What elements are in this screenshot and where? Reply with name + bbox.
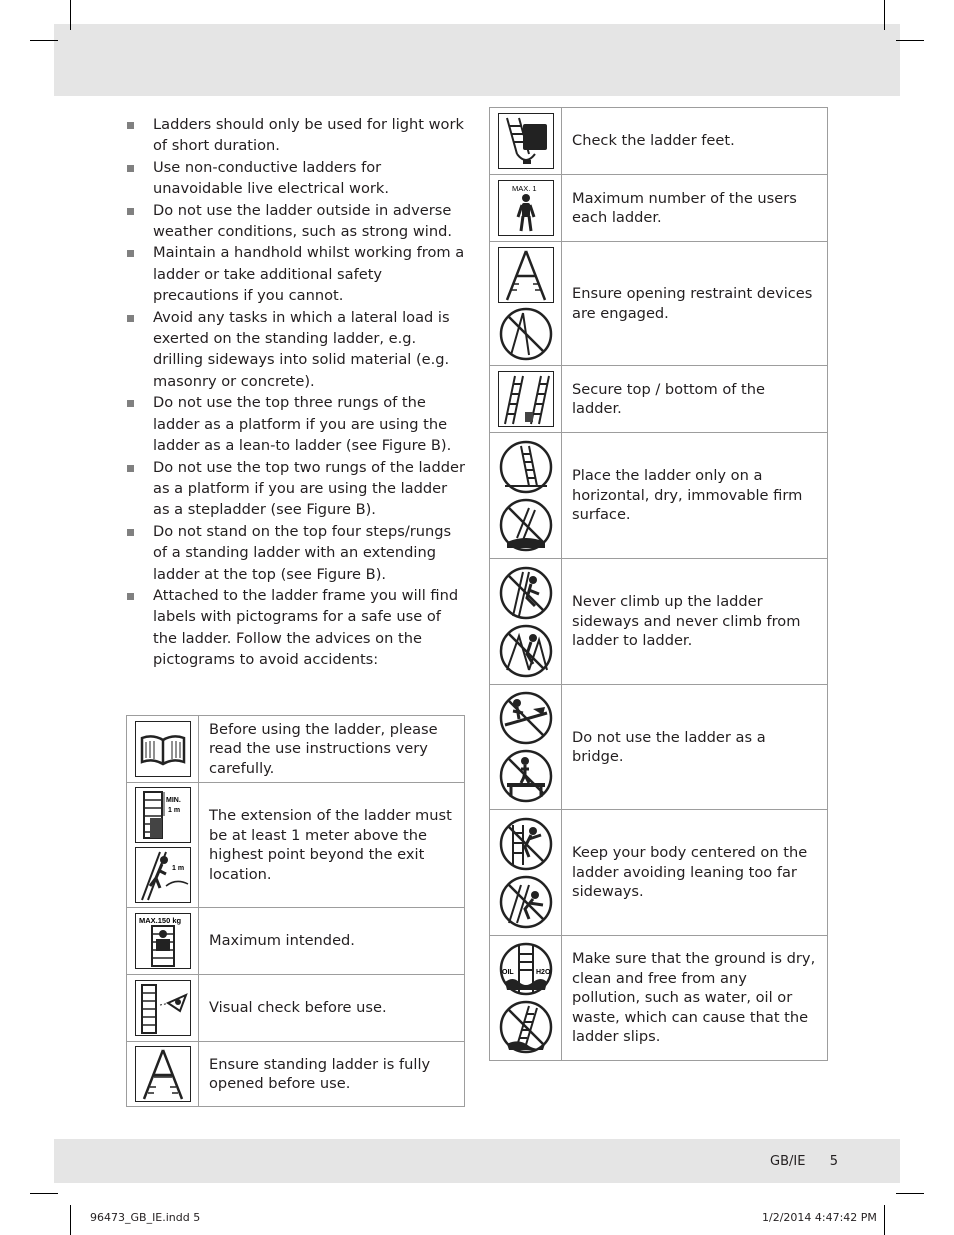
- icon-label: 1 m: [167, 807, 180, 814]
- bullet-text: Use non-conductive ladders for unavoidable live electrical work.: [153, 158, 389, 198]
- pictogram-row: [490, 366, 828, 433]
- pictogram-row: [127, 975, 465, 1042]
- icon-label: OIL: [501, 969, 514, 976]
- bullet-text: Ladders should only be used for light work of short duration.: [153, 116, 464, 155]
- walking-on-ladder-prohibited-icon: [499, 749, 553, 803]
- bullet-text: Do not stand on the top four steps/rungs of a standing ladder with an extending ladder at the top (see Figure B).: [153, 522, 452, 583]
- crop-mark: [884, 1205, 885, 1235]
- crop-mark: [30, 1193, 58, 1194]
- pictogram-text: Maximum intended.: [199, 908, 465, 975]
- pictogram-text: Before using the ladder, please read the use instructions very carefully.: [199, 716, 465, 783]
- pictogram-text: Maximum number of the users each ladder.: [562, 175, 828, 242]
- left-pictogram-table: [126, 715, 465, 1107]
- pictogram-text: Place the ladder only on a horizontal, dry, immovable firm surface.: [562, 433, 828, 559]
- bullet-text: Avoid any tasks in which a lateral load is exerted on the standing ladder, e.g. drilling sideways into solid material (e.g. masonry or concrete).: [153, 308, 450, 390]
- icon-label: MIN.: [165, 797, 181, 804]
- pictogram-row: [490, 433, 828, 559]
- pictogram-text: Make sure that the ground is dry, clean and free from any pollution, such as water, oil or waste, which can cause that the ladder slips.: [562, 936, 828, 1061]
- bullet-text: Do not use the ladder outside in adverse weather conditions, such as strong wind.: [153, 201, 452, 241]
- slug-filename: 96473_GB_IE.indd 5: [90, 1211, 201, 1224]
- overreach-prohibited-icon: [499, 875, 553, 929]
- bullet-item: [125, 521, 465, 585]
- icon-label: MAX.150 kg: [138, 916, 181, 925]
- crop-mark: [30, 40, 58, 41]
- icon-label: MAX. 1: [511, 184, 537, 193]
- pictogram-text: Ensure standing ladder is fully opened before use.: [199, 1042, 465, 1107]
- unstable-surface-prohibited-icon: [499, 498, 553, 552]
- square-bullet-icon: [127, 315, 134, 322]
- pictogram-row: [490, 175, 828, 242]
- bullet-text: Do not use the top two rungs of the ladder as a platform if you are using the ladder as a stepladder (see Figure B).: [153, 458, 465, 519]
- pictogram-text: Visual check before use.: [199, 975, 465, 1042]
- square-bullet-icon: [127, 208, 134, 215]
- square-bullet-icon: [127, 400, 134, 407]
- slippery-ground-prohibited-icon: [499, 1000, 553, 1054]
- pictogram-text: Do not use the ladder as a bridge.: [562, 685, 828, 810]
- crop-mark: [896, 1193, 924, 1194]
- pictogram-row: [490, 936, 828, 1061]
- pictogram-row: [127, 908, 465, 975]
- bullet-item: [125, 242, 465, 306]
- right-pictogram-table: [489, 107, 828, 1061]
- pictogram-row: [127, 783, 465, 908]
- square-bullet-icon: [127, 465, 134, 472]
- pictogram-text: Keep your body centered on the ladder avoiding leaning too far sideways.: [562, 810, 828, 936]
- visual-check-icon: [135, 980, 191, 1036]
- pictogram-text: Never climb up the ladder sideways and never climb from ladder to ladder.: [562, 559, 828, 685]
- restraint-ok-icon: [498, 247, 554, 303]
- bullet-item: [125, 157, 465, 200]
- bullet-item: [125, 307, 465, 393]
- pictogram-row: [127, 1042, 465, 1107]
- square-bullet-icon: [127, 250, 134, 257]
- pictogram-row: [127, 716, 465, 783]
- square-bullet-icon: [127, 165, 134, 172]
- header-band: [54, 24, 900, 96]
- square-bullet-icon: [127, 122, 134, 129]
- ladder-min-1m-icon: [135, 787, 191, 843]
- leaning-prohibited-icon: [499, 817, 553, 871]
- pictogram-text: Check the ladder feet.: [562, 108, 828, 175]
- square-bullet-icon: [127, 529, 134, 536]
- bullet-text: Attached to the ladder frame you will find labels with pictograms for a safe use of the ladder. Follow the advices on the pictograms to avoid accidents:: [153, 586, 459, 669]
- icon-label: 1 m: [171, 865, 184, 872]
- ladder-to-ladder-prohibited-icon: [499, 624, 553, 678]
- open-stepladder-icon: [135, 1046, 191, 1102]
- pictogram-row: [490, 559, 828, 685]
- bullet-text: Maintain a handhold whilst working from a ladder or take additional safety precautions if you cannot.: [153, 244, 465, 305]
- max-load-icon: [135, 913, 191, 969]
- bullet-text: Do not use the top three rungs of the ladder as a platform if you are using the ladder as a lean-to ladder (see Figure B).: [153, 394, 452, 455]
- bullet-item: [125, 114, 465, 157]
- crop-mark: [896, 40, 924, 41]
- crop-mark: [70, 0, 71, 30]
- oil-water-icon: [499, 942, 553, 996]
- crop-mark: [70, 1205, 71, 1235]
- secure-ladder-icon: [498, 371, 554, 427]
- slug-datetime: 1/2/2014 4:47:42 PM: [762, 1211, 877, 1224]
- square-bullet-icon: [127, 593, 134, 600]
- language-code: GB/IE: [770, 1154, 806, 1169]
- sideways-prohibited-icon: [499, 566, 553, 620]
- page-number: 5: [829, 1154, 838, 1169]
- bullet-item: [125, 200, 465, 243]
- pictogram-text: The extension of the ladder must be at least 1 meter above the highest point beyond the exit location.: [199, 783, 465, 908]
- climber-1m-icon: [135, 847, 191, 903]
- bullet-item: [125, 457, 465, 521]
- pictogram-text: Ensure opening restraint devices are engaged.: [562, 242, 828, 366]
- bullet-item: [125, 585, 465, 671]
- crop-mark: [884, 0, 885, 30]
- bullet-item: [125, 392, 465, 456]
- restraint-prohibited-icon: [499, 307, 553, 361]
- icon-label: H2O: [535, 969, 550, 976]
- book-icon: [135, 721, 191, 777]
- pictogram-row: [490, 108, 828, 175]
- pictogram-row: [490, 685, 828, 810]
- bridge-prohibited-icon: [499, 691, 553, 745]
- page-footer: [770, 1154, 838, 1169]
- pictogram-row: [490, 242, 828, 366]
- max-one-user-icon: [498, 180, 554, 236]
- safety-bullet-list: [125, 114, 465, 671]
- ladder-feet-icon: [498, 113, 554, 169]
- level-surface-icon: [499, 440, 553, 494]
- pictogram-text: Secure top / bottom of the ladder.: [562, 366, 828, 433]
- pictogram-row: [490, 810, 828, 936]
